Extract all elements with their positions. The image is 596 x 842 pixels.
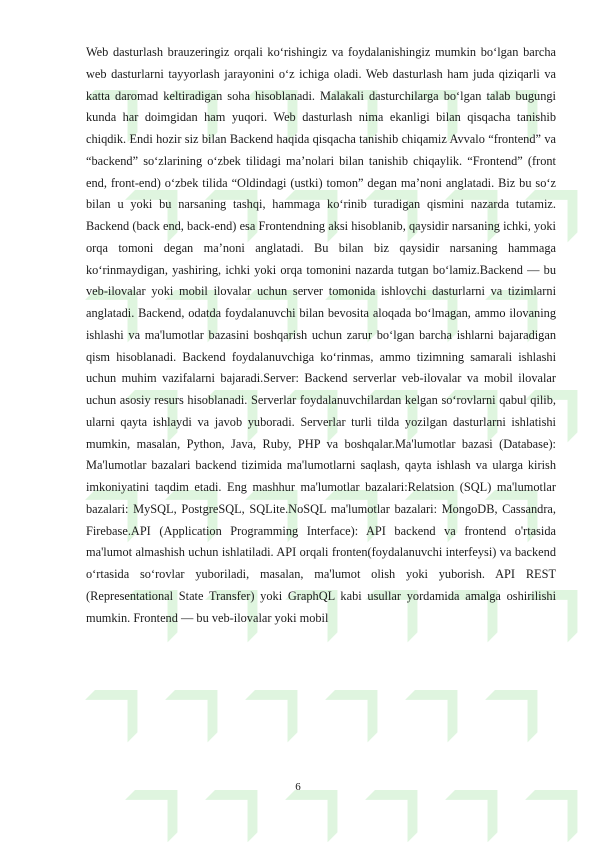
chevron-watermark-mark (485, 669, 559, 743)
chevron-watermark-mark (125, 769, 199, 842)
chevron-watermark-mark (405, 669, 479, 743)
chevron-watermark-mark (165, 669, 239, 743)
body-text (86, 42, 556, 629)
chevron-watermark-mark (445, 769, 519, 842)
paragraph: Web dasturlash brauzeringiz orqali ko‘rishingiz va foydalanishingiz mumkin bo‘lgan barcha web dasturlarni tayyorlash jarayonini o‘z ichiga oladi. Web dasturlash ham juda qiziqarli va katta daromad keltiradigan soha hisoblanadi. Malakali dasturchilarga bo‘lgan talab bugungi kunda har doimgidan ham yuqori. Web dasturlash nima ekanligi bilan qisqacha tanishib chiqdik. Endi hozir siz bilan Backend haqida qisqacha tanishib chiqamiz Avvalo “frontend” va “backend” so‘zlarining o‘zbek tilidagi ma’nolari bilan tanishib chiqaylik. “Frontend” (front end, front-end) o‘zbek tilida “Oldindagi (ustki) tomon” degan ma’noni anglatadi. Biz bu so‘z bilan u yoki bu narsaning tashqi, hammaga ko‘rinib turadigan qismini nazarda tutamiz. Backend (back end, back-end) esa Frontendning aksi hisoblanib, qaysidir narsaning ichki, yoki orqa tomoni degan ma’noni anglatadi. Bu bilan biz qaysidir narsaning hammaga ko‘rinmaydigan, yashiring, ichki yoki orqa tomonini nazarda tutgan bo‘lamiz.Backend — bu veb-ilovalar yoki mobil ilovalar uchun server tomonida ishlovchi dasturlarni va tizimlarni anglatadi. Backend, odatda foydalanuvchi bilan bevosita aloqada bo‘lmagan, ammo ilovaning ishlashi va ma'lumotlar bazasini boshqarish uchun zarur bo‘lgan barcha ishlarni bajaradigan qism hisoblanadi. Backend foydalanuvchiga ko‘rinmas, ammo tizimning samarali ishlashi uchun muhim vazifalarni bajaradi.Server: Backend serverlar veb-ilovalar va mobil ilovalar uchun asosiy resurs hisoblanadi. Serverlar foydalanuvchilardan kelgan so‘rovlarni qabul qilib, ularni qayta ishlaydi va javob yuboradi. Serverlar turli tilda yozilgan dasturlarni ishlatishi mumkin, masalan, Python, Java, Ruby, PHP va boshqalar.Ma'lumotlar bazasi (Database): Ma'lumotlar bazalari backend tizimida ma'lumotlarni saqlash, qayta ishlash va ularga kirish imkoniyatini taqdim etadi. Eng mashhur ma'lumotlar bazalari:Relatsion (SQL) ma'lumotlar bazalari: MySQL, PostgreSQL, SQLite.NoSQL ma'lumotlar bazalari: MongoDB, Cassandra, Firebase.API (Application Programming Interface): API backend va frontend o'rtasida ma'lumot almashish uchun ishlatiladi. API orqali fronten(foydalanuvchi interfeysi) va backend o‘rtasida so‘rovlar yuboriladi, masalan, ma'lumot olish yoki yuborish. API REST (Representational State Transfer) yoki GraphQL kabi usullar yordamida amalga oshirilishi mumkin. Frontend — bu veb-ilovalar yoki mobil (86, 45, 556, 625)
chevron-watermark-mark (205, 769, 279, 842)
page-number: 6 (295, 781, 301, 793)
chevron-watermark-mark (325, 669, 399, 743)
chevron-watermark-mark (85, 669, 159, 743)
chevron-watermark-mark (365, 769, 439, 842)
chevron-watermark-mark (245, 669, 319, 743)
chevron-watermark-mark (525, 769, 596, 842)
chevron-watermark-mark (285, 769, 359, 842)
